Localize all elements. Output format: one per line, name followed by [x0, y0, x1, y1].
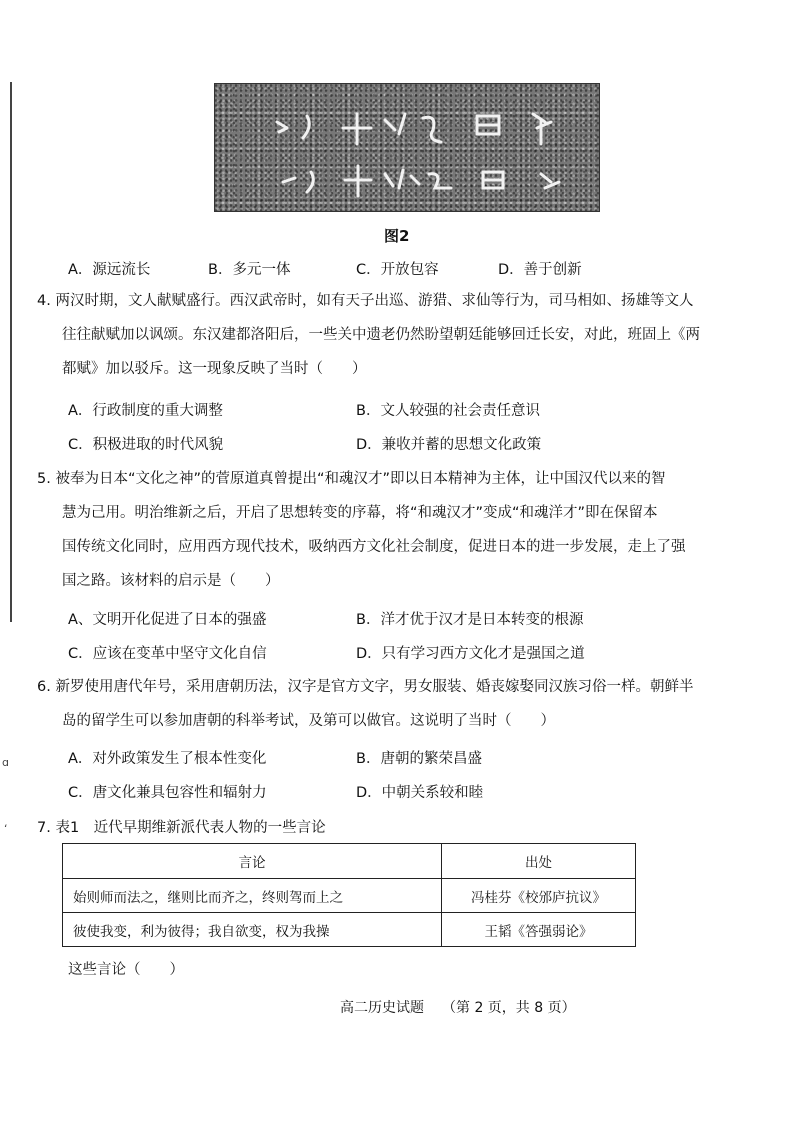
- margin-mark: ʻ: [4, 822, 8, 835]
- option-letter: D．: [498, 262, 524, 278]
- quotes-table: [62, 843, 636, 947]
- q6-option-c[interactable]: C．唐文化兼具包容性和辐射力: [68, 785, 267, 801]
- question-4-stem: [37, 284, 757, 386]
- option-text: 开放包容: [380, 262, 439, 278]
- figure-rubbing-image: [214, 83, 600, 212]
- page-footer: [340, 997, 594, 1017]
- footer-title: 高二历史试题: [340, 1000, 424, 1016]
- question-6-stem: [37, 670, 757, 738]
- header-source: 出处: [442, 844, 636, 879]
- question-line: 都赋》加以驳斥。这一现象反映了当时（ ）: [62, 361, 367, 377]
- q4-option-a[interactable]: A．行政制度的重大调整: [68, 403, 223, 419]
- q5-option-a[interactable]: A、文明开化促进了日本的强盛: [68, 612, 267, 628]
- table-row: [63, 879, 636, 913]
- question-5-stem: [37, 462, 757, 598]
- source-cell: 冯桂芬《校邠庐抗议》: [442, 879, 636, 913]
- q5-option-b[interactable]: B．洋才优于汉才是日本转变的根源: [356, 612, 584, 628]
- option-letter: C．: [356, 262, 381, 278]
- footer-page-number: （第 2 页，共 8 页）: [442, 1000, 576, 1016]
- question-line: 5. 被奉为日本“文化之神”的菅原道真曾提出“和魂汉才”即以日本精神为主体，让中国汉代以来的智: [37, 471, 666, 487]
- q4-option-d[interactable]: D．兼收并蓄的思想文化政策: [356, 437, 542, 453]
- question-line: 4. 两汉时期，文人献赋盛行。西汉武帝时，如有天子出巡、游猎、求仙等行为，司马相如、扬雄等文人: [37, 293, 694, 309]
- option-letter: B．: [208, 262, 233, 278]
- option-text: 源远流长: [92, 262, 151, 278]
- question-line: 岛的留学生可以参加唐朝的科举考试，及第可以做官。这说明了当时（ ）: [62, 713, 555, 729]
- q4-option-c[interactable]: C．积极进取的时代风貌: [68, 437, 224, 453]
- q6-option-d[interactable]: D．中朝关系较和睦: [356, 785, 484, 801]
- question-7-prompt: 这些言论（ ）: [68, 962, 184, 978]
- page-edge-line: [10, 82, 12, 622]
- rubbing-glyphs: [215, 84, 599, 211]
- question-line: 6. 新罗使用唐代年号，采用唐朝历法，汉字是官方文字，男女服装、婚丧嫁娶同汉族习俗一样。朝鲜半: [37, 679, 694, 695]
- question-number: 5.: [37, 471, 51, 487]
- option-letter: A．: [68, 262, 93, 278]
- question-line: 慧为己用。明治维新之后，开启了思想转变的序幕，将“和魂汉才”变成“和魂洋才”即在保留本: [62, 505, 658, 521]
- option-d[interactable]: [498, 258, 582, 279]
- question-7-title: [37, 816, 326, 837]
- question-line: 国之路。该材料的启示是（ ）: [62, 573, 280, 589]
- source-cell: 王韬《答强弱论》: [442, 913, 636, 947]
- table-title: 表1 近代早期维新派代表人物的一些言论: [55, 820, 326, 836]
- question-line: 往往献赋加以讽颂。东汉建都洛阳后，一些关中遗老仍然盼望朝廷能够回迁长安，对此，班固上《两: [62, 327, 700, 343]
- question-number: 7.: [37, 820, 51, 836]
- quote-cell: 始则师而法之，继则比而齐之，终则驾而上之: [63, 879, 442, 913]
- option-a[interactable]: [68, 258, 150, 279]
- header-quote: 言论: [63, 844, 442, 879]
- margin-mark: ɑ: [2, 756, 9, 769]
- option-b[interactable]: [208, 258, 290, 279]
- question-number: 6.: [37, 679, 51, 695]
- option-text: 多元一体: [232, 262, 291, 278]
- table-header-row: [63, 844, 636, 879]
- figure-caption: 图2: [384, 227, 410, 245]
- question-number: 4.: [37, 293, 51, 309]
- option-c[interactable]: [356, 258, 439, 279]
- question-line: 国传统文化同时，应用西方现代技术，吸纳西方文化社会制度，促进日本的进一步发展，走上了强: [62, 539, 686, 555]
- q6-option-b[interactable]: B．唐朝的繁荣昌盛: [356, 751, 482, 767]
- q5-option-c[interactable]: C．应该在变革中坚守文化自信: [68, 646, 267, 662]
- q4-option-b[interactable]: B．文人较强的社会责任意识: [356, 403, 540, 419]
- q5-option-d[interactable]: D．只有学习西方文化才是强国之道: [356, 646, 585, 662]
- q6-option-a[interactable]: A．对外政策发生了根本性变化: [68, 751, 267, 767]
- quote-cell: 彼使我变，利为彼得；我自欲变，权为我操: [63, 913, 442, 947]
- table-row: [63, 913, 636, 947]
- option-text: 善于创新: [523, 262, 582, 278]
